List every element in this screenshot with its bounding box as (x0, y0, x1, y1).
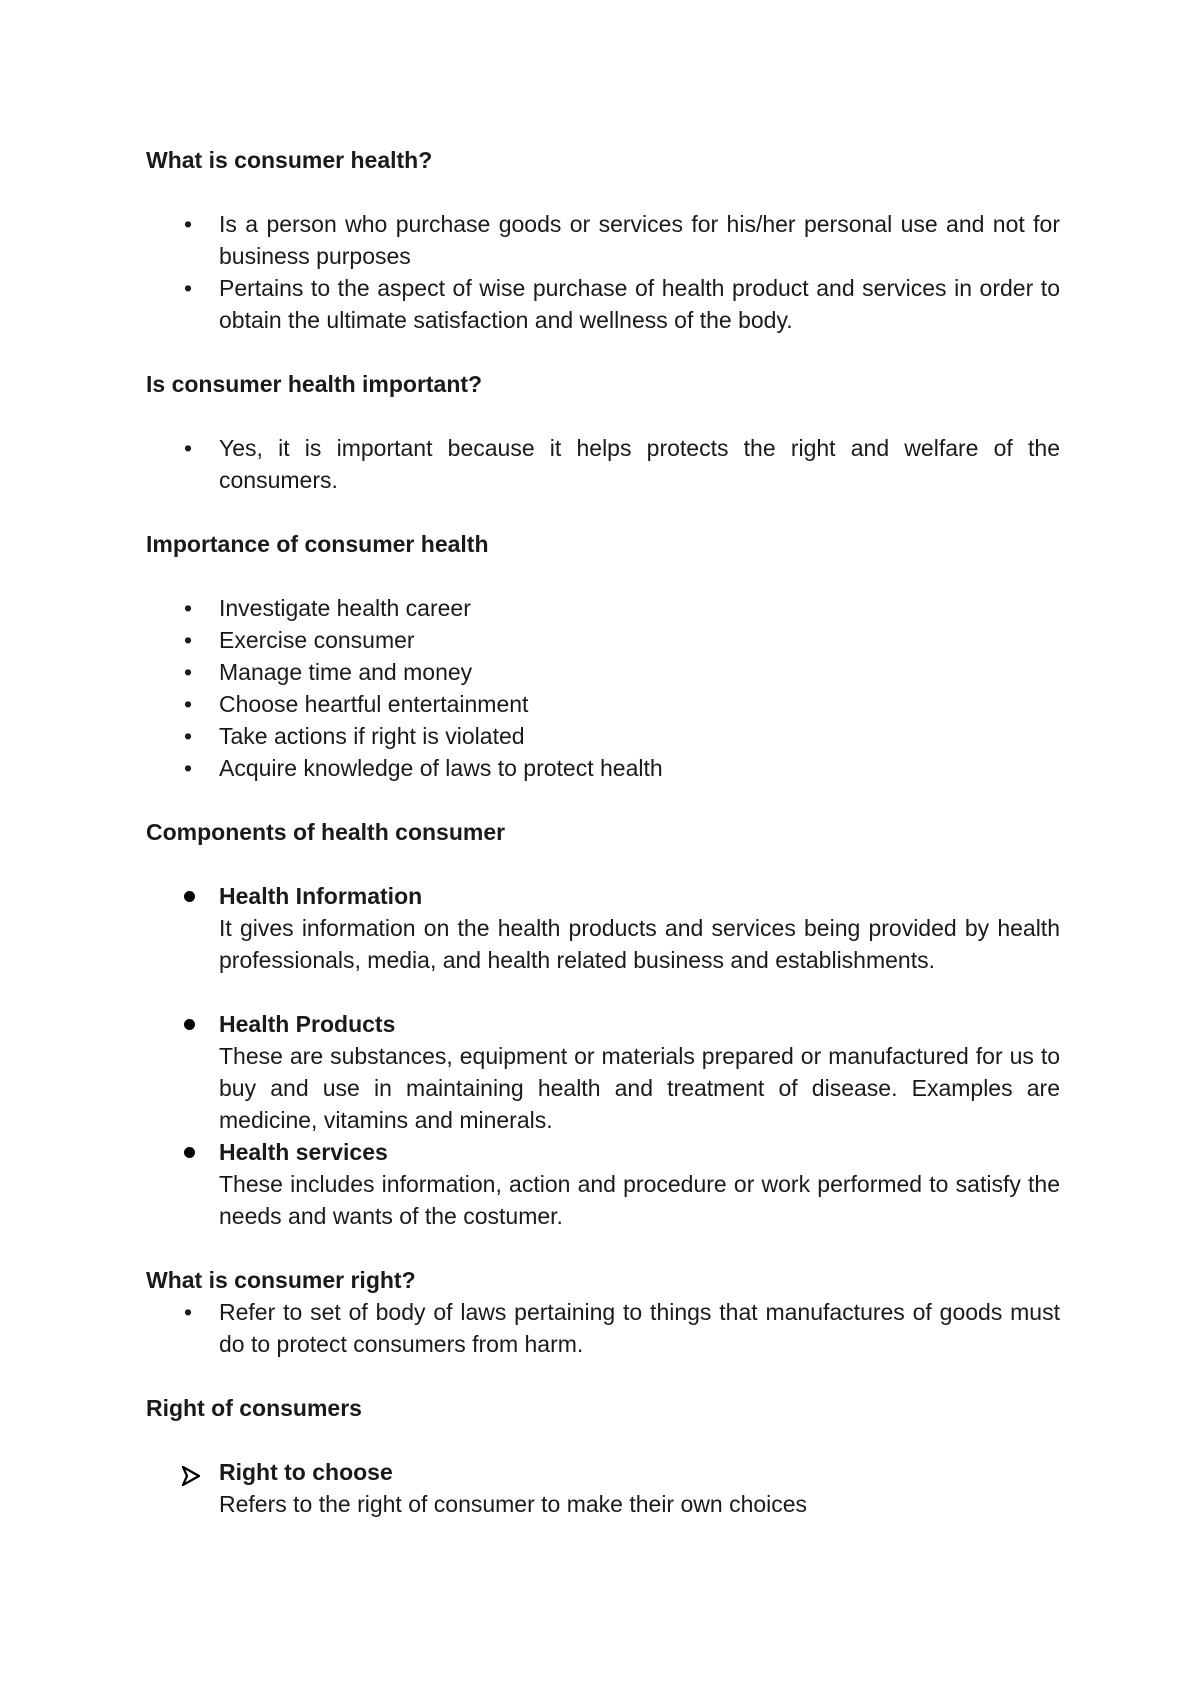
list-item: • Choose heartful entertainment (146, 688, 1060, 720)
bullet-icon: • (184, 1299, 193, 1325)
heading-components-of-health-consumer: Components of health consumer (146, 819, 506, 845)
component-health-services (146, 1136, 1060, 1232)
list-item: • Acquire knowledge of laws to protect health (146, 752, 1060, 784)
heading-what-is-consumer-right: What is consumer right? (146, 1267, 416, 1293)
list-item: • Exercise consumer (146, 624, 1060, 656)
bullet-icon: • (184, 275, 193, 301)
filled-circle-bullet-icon (184, 1147, 195, 1158)
component-health-products (146, 1008, 1060, 1136)
heading-what-is-consumer-health: What is consumer health? (146, 147, 433, 173)
heading-importance-of-consumer-health: Importance of consumer health (146, 531, 489, 557)
component-title: Health Products (219, 1011, 396, 1037)
document-content (146, 144, 1060, 1520)
heading-right-of-consumers: Right of consumers (146, 1395, 362, 1421)
bullet-icon: • (184, 595, 193, 621)
list-consumer-health-definition (146, 208, 1060, 336)
bullet-icon: • (184, 659, 193, 685)
right-description: Refers to the right of consumer to make their own choices (219, 1491, 808, 1517)
bullet-icon: • (184, 435, 193, 461)
list-item: • Refer to set of body of laws pertaining to things that manufactures of goods must do to protect consumers from harm. (146, 1296, 1060, 1360)
list-item: • Take actions if right is violated (146, 720, 1060, 752)
bullet-icon: • (184, 755, 193, 781)
component-title: Health services (219, 1139, 388, 1165)
heading-is-consumer-health-important: Is consumer health important? (146, 371, 483, 397)
component-description: It gives information on the health products and services being provided by health professionals, media, and health related business and establishments. (219, 915, 1060, 973)
list-item: • Pertains to the aspect of wise purchase of health product and services in order to obtain the ultimate satisfaction and wellness of the body. (146, 272, 1060, 336)
bullet-icon: • (184, 723, 193, 749)
filled-circle-bullet-icon (184, 1019, 195, 1030)
list-item: • Is a person who purchase goods or services for his/her personal use and not for business purposes (146, 208, 1060, 272)
component-health-information (146, 880, 1060, 976)
list-importance-answer (146, 432, 1060, 496)
component-description: These includes information, action and procedure or work performed to satisfy the needs and wants of the costumer. (219, 1171, 1060, 1229)
list-rights (146, 1456, 1060, 1520)
right-title: Right to choose (219, 1459, 393, 1485)
component-title: Health Information (219, 883, 423, 909)
list-item: • Yes, it is important because it helps protects the right and welfare of the consumers. (146, 432, 1060, 496)
filled-circle-bullet-icon (184, 891, 195, 902)
bullet-icon: • (184, 211, 193, 237)
component-description: These are substances, equipment or materials prepared or manufactured for us to buy and use in maintaining health and treatment of disease. Examples are medicine, vitamins and minerals. (219, 1043, 1060, 1133)
arrow-bullet-icon (182, 1462, 200, 1494)
right-to-choose (146, 1456, 1060, 1520)
spacer (146, 976, 1060, 1008)
list-item: • Investigate health career (146, 592, 1060, 624)
list-components (146, 880, 1060, 1232)
list-consumer-right-definition (146, 1296, 1060, 1360)
list-item: • Manage time and money (146, 656, 1060, 688)
bullet-icon: • (184, 691, 193, 717)
list-importance-items (146, 592, 1060, 784)
bullet-icon: • (184, 627, 193, 653)
